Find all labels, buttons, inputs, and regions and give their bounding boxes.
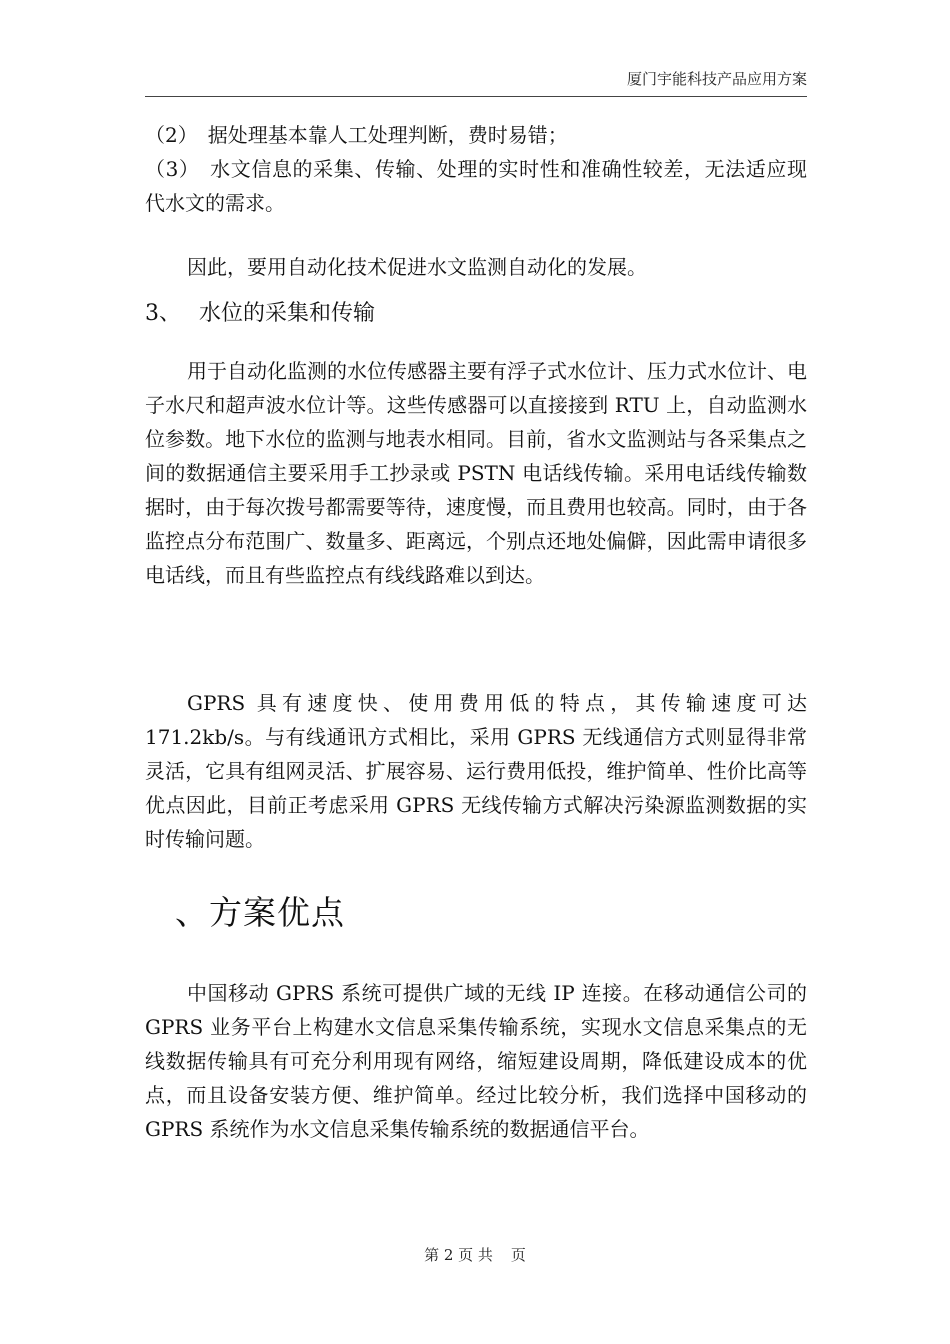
gprs-paragraph: GPRS 具有速度快、使用费用低的特点，其传输速度可达171.2kb/s。与有线通讯方式相比，采用 GPRS 无线通信方式则显得非常灵活，它具有组网灵活、扩展容易、运行费用低投，维护简单、性价比高等优点因此，目前正考虑采用 GPRS 无线传输方式解决污染源监测数据的实时传输问题。 [145,691,807,851]
section-title: 水位的采集和传输 [199,301,376,326]
list-marker: （3） [145,157,200,181]
conclusion-paragraph: 因此，要用自动化技术促进水文监测自动化的发展。 [187,255,647,279]
list-item-2 [145,118,807,152]
header-rule [145,96,807,97]
advantages-heading: 、方案优点 [175,893,345,932]
list-text: 水文信息的采集、传输、处理的实时性和准确性较差，无法适应现代水文的需求。 [145,157,807,215]
sensors-paragraph: 用于自动化监测的水位传感器主要有浮子式水位计、压力式水位计、电子水尺和超声波水位计等。这些传感器可以直接接到 RTU 上，自动监测水位参数。地下水位的监测与地表水相同。目前，省水文监测站与各采集点之间的数据通信主要采用手工抄录或 PSTN 电话线传输。采用电话线传输数据时，由于每次拨号都需要等待，速度慢，而且费用也较高。同时，由于各监控点分布范围广、数量多、距离远，个别点还地处偏僻，因此需申请很多电话线，而且有些监控点有线线路难以到达。 [145,359,807,587]
section-number: 3、 [145,301,181,326]
list-text: 据处理基本靠人工处理判断，费时易错； [207,123,568,147]
list-block [145,118,807,220]
page-header: 厦门宇能科技产品应用方案 [626,70,807,88]
section-heading-3 [145,296,375,327]
list-marker: （2） [145,123,198,147]
mobile-paragraph: 中国移动 GPRS 系统可提供广域的无线 IP 连接。在移动通信公司的 GPRS 业务平台上构建水文信息采集传输系统，实现水文信息采集点的无线数据传输具有可充分利用现有网络，缩短建设周期，降低建设成本的优点，而且设备安装方便、维护简单。经过比较分析，我们选择中国移动的 GPRS 系统作为水文信息采集传输系统的数据通信平台。 [145,981,807,1141]
footer-page-suffix: 页 [510,1246,526,1264]
footer-page-prefix: 第 2 页 共 [424,1246,493,1264]
list-item-3 [145,152,807,220]
page-footer [0,1244,950,1265]
